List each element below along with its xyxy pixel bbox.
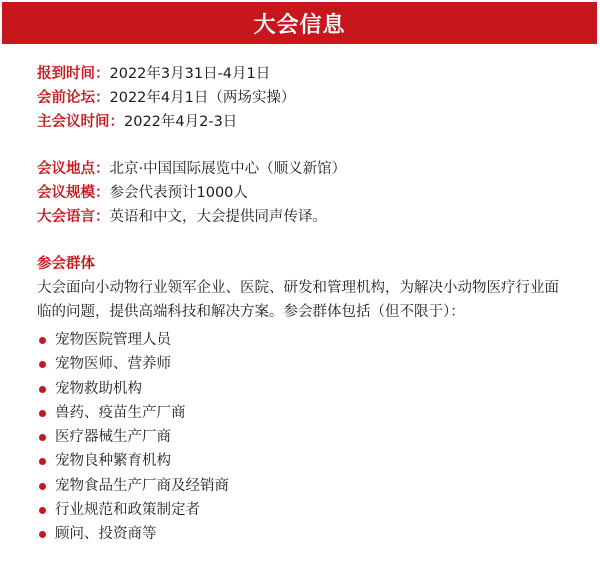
list-item <box>37 328 577 352</box>
list-item <box>37 449 577 473</box>
bullet-dot-icon <box>39 434 46 441</box>
list-item-label: 顾问、投资商等 <box>55 526 157 543</box>
preforum-value: 2022年4月1日（两场实操） <box>109 90 296 106</box>
audience-block <box>37 252 577 547</box>
details-block <box>37 157 577 229</box>
schedule-row-main <box>37 110 577 134</box>
spacer <box>37 134 577 157</box>
bullet-dot-icon <box>39 483 46 490</box>
venue-label: 会议地点： <box>37 161 110 177</box>
schedule-block <box>37 62 577 134</box>
list-item-label: 兽药、疫苗生产厂商 <box>55 404 186 421</box>
checkin-value: 2022年3月31日-4月1日 <box>109 66 271 82</box>
main-meeting-value: 2022年4月2-3日 <box>124 114 238 130</box>
schedule-row-checkin <box>37 62 577 86</box>
scale-value: 参会代表预计1000人 <box>109 185 248 201</box>
venue-value: 北京·中国国际展览中心（顺义新馆） <box>109 161 347 177</box>
bullet-dot-icon <box>39 386 46 393</box>
detail-row-language <box>37 205 577 229</box>
detail-row-venue <box>37 157 577 181</box>
list-item-label: 宠物医院管理人员 <box>55 332 171 348</box>
list-item-label: 宠物食品生产厂商及经销商 <box>55 477 229 494</box>
list-item <box>37 352 577 376</box>
bullet-dot-icon <box>39 458 46 465</box>
bullet-dot-icon <box>39 361 46 368</box>
bullet-dot-icon <box>39 507 46 514</box>
list-item <box>37 401 577 425</box>
bullet-dot-icon <box>39 410 46 417</box>
spacer <box>37 229 577 252</box>
list-item-label: 医疗器械生产厂商 <box>55 429 171 446</box>
bullet-dot-icon <box>39 531 46 538</box>
audience-description: 大会面向小动物行业领军企业、医院、研发和管理机构，为解决小动物医疗行业面临的问题，提供高端科技和解决方案。参会群体包括（但不限于）： <box>37 280 559 320</box>
schedule-row-preforum <box>37 86 577 110</box>
header-banner <box>2 2 597 44</box>
list-item <box>37 522 577 546</box>
content-area <box>37 62 577 547</box>
list-item <box>37 425 577 449</box>
list-item-label: 宠物救助机构 <box>55 380 142 397</box>
page-title: 大会信息 <box>253 12 346 38</box>
scale-label: 会议规模： <box>37 185 110 201</box>
list-item-label: 宠物良种繁育机构 <box>55 453 171 470</box>
detail-row-scale <box>37 181 577 205</box>
list-item <box>37 377 577 401</box>
audience-title: 参会群体 <box>37 256 95 272</box>
list-item-label: 宠物医师、营养师 <box>55 356 171 373</box>
language-label: 大会语言： <box>37 209 110 225</box>
bullet-dot-icon <box>39 337 46 344</box>
main-meeting-label: 主会议时间： <box>37 114 124 130</box>
checkin-label: 报到时间： <box>37 66 110 82</box>
audience-list <box>37 328 577 547</box>
preforum-label: 会前论坛： <box>37 90 110 106</box>
list-item <box>37 474 577 498</box>
list-item <box>37 498 577 522</box>
list-item-label: 行业规范和政策制定者 <box>55 502 200 519</box>
language-value: 英语和中文，大会提供同声传译。 <box>109 209 327 225</box>
